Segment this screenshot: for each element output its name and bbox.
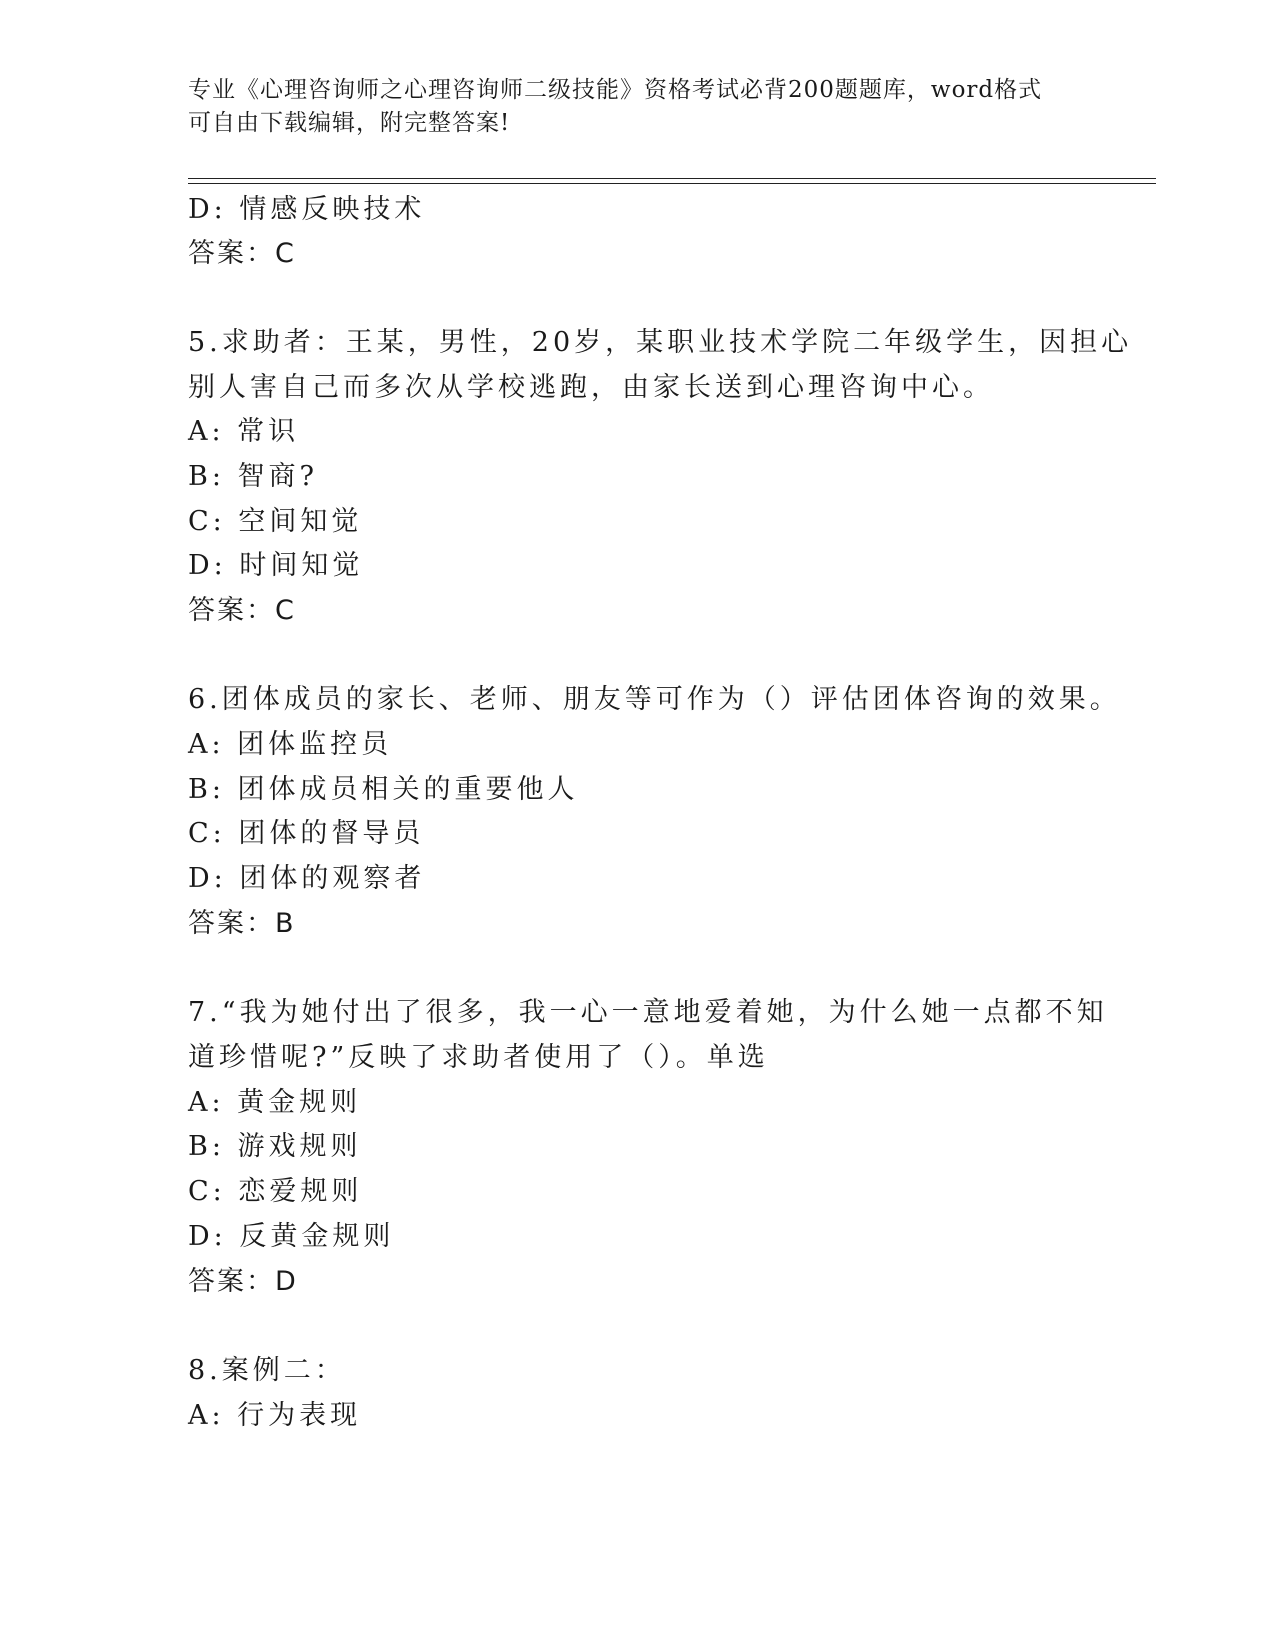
q5-option-c: C: 空间知觉: [188, 506, 363, 537]
q7-option-b: B: 游戏规则: [188, 1131, 362, 1162]
q8-option-a: A: 行为表现: [188, 1400, 362, 1431]
q6-option-a: A: 团体监控员: [188, 729, 393, 760]
q7-stem-line-2: 道珍惜呢?”反映了求助者使用了（）。单选: [188, 1042, 769, 1073]
q5-answer: 答案：C: [188, 595, 296, 626]
q5-option-a: A: 常识: [188, 416, 300, 447]
q6-option-c: C: 团体的督导员: [188, 818, 425, 849]
q6-answer: 答案：B: [188, 908, 296, 939]
header-line-2: 可自由下载编辑，附完整答案!: [188, 110, 511, 136]
q7-stem-line-1: 7.“我为她付出了很多，我一心一意地爱着她，为什么她一点都不知: [188, 997, 1108, 1028]
header-divider-top: [188, 178, 1156, 179]
q5-option-d: D: 时间知觉: [188, 550, 364, 581]
header-divider-bottom: [188, 183, 1156, 184]
q5-stem-line-1: 5.求助者：王某，男性，20岁，某职业技术学院二年级学生，因担心: [188, 327, 1133, 358]
q4-option-d: D: 情感反映技术: [188, 194, 426, 225]
q5-option-b: B: 智商?: [188, 461, 318, 492]
q6-option-b: B: 团体成员相关的重要他人: [188, 774, 579, 805]
q7-option-d: D: 反黄金规则: [188, 1221, 395, 1252]
q7-option-c: C: 恋爱规则: [188, 1176, 363, 1207]
q4-answer: 答案：C: [188, 238, 296, 269]
q7-option-a: A: 黄金规则: [188, 1087, 362, 1118]
q7-answer: 答案：D: [188, 1266, 298, 1297]
q6-option-d: D: 团体的观察者: [188, 863, 426, 894]
q5-stem-line-2: 别人害自己而多次从学校逃跑，由家长送到心理咨询中心。: [188, 372, 994, 403]
header-line-1: 专业《心理咨询师之心理咨询师二级技能》资格考试必背200题题库，word格式: [188, 77, 1043, 103]
page-header: [188, 74, 1068, 140]
q6-stem-line-1: 6.团体成员的家长、老师、朋友等可作为（）评估团体咨询的效果。: [188, 684, 1121, 715]
q8-stem-line-1: 8.案例二：: [188, 1355, 346, 1386]
